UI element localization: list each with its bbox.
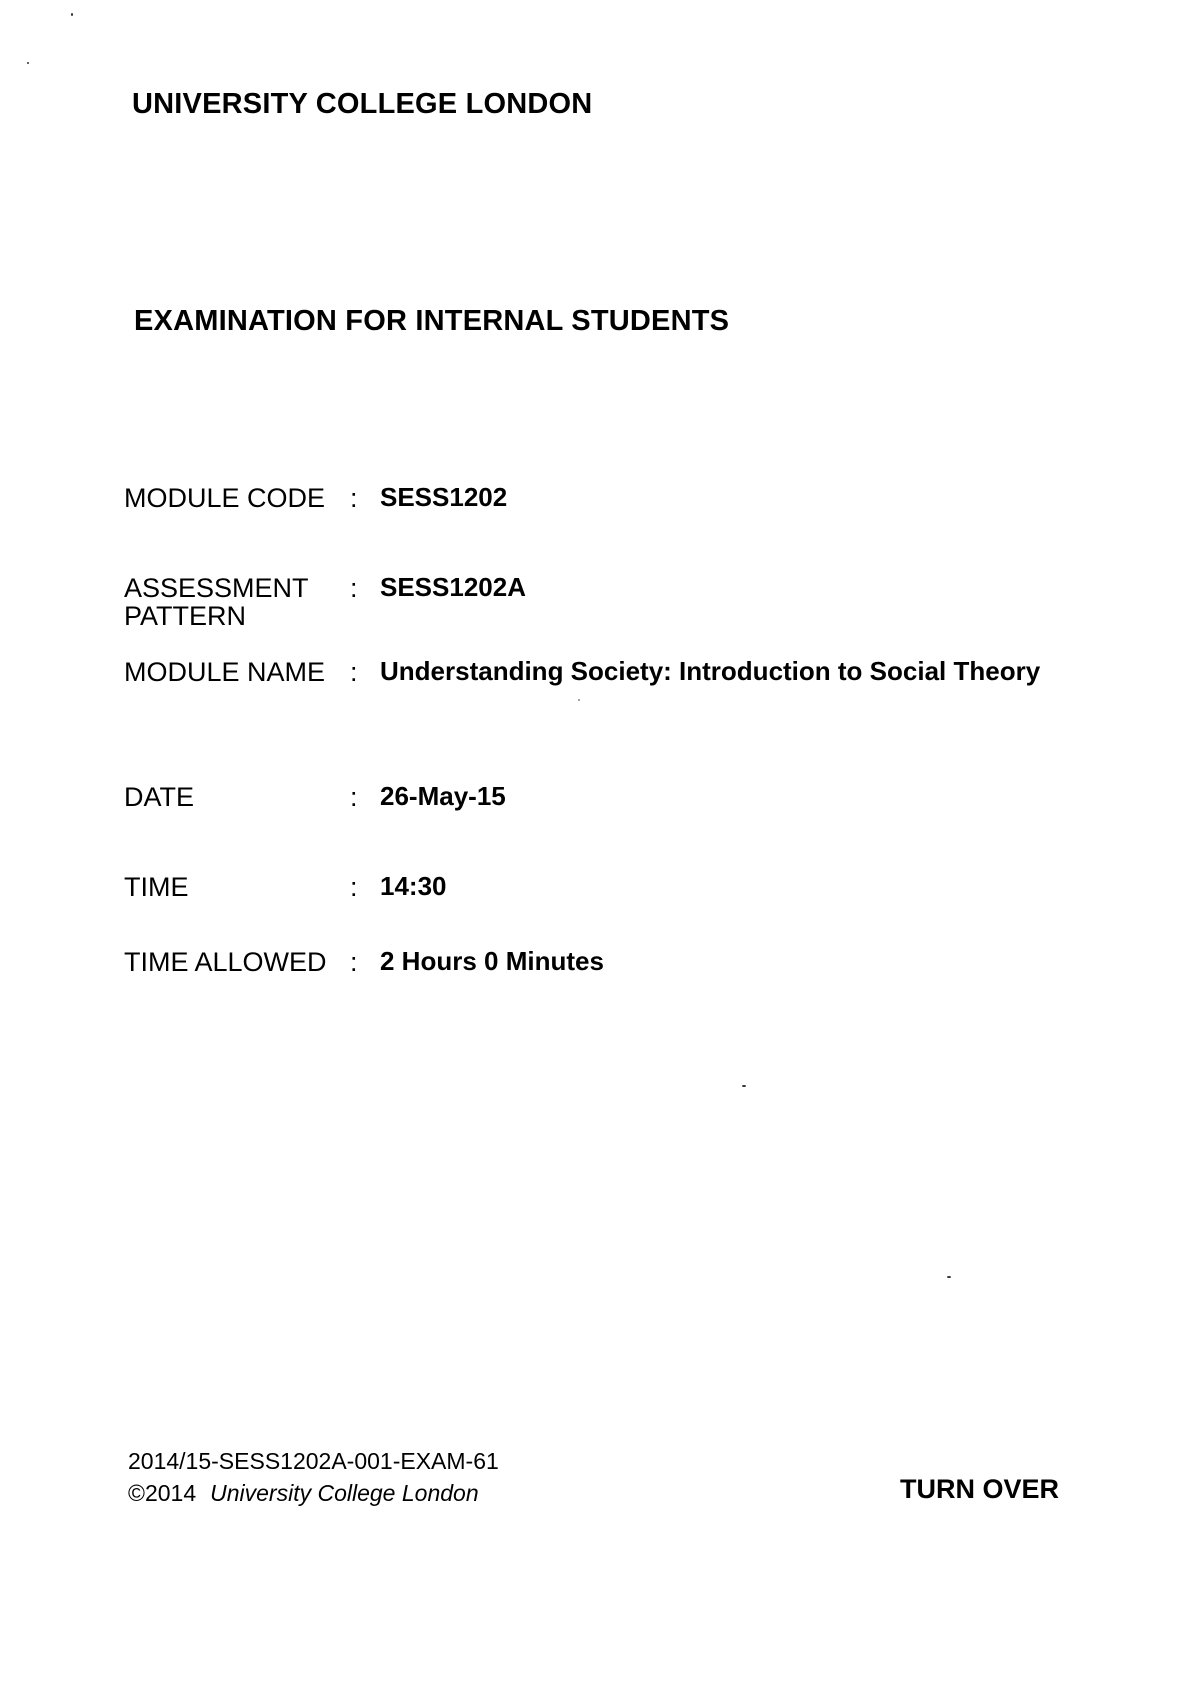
assessment-pattern-label: ASSESSMENT PATTERN xyxy=(124,573,309,631)
module-name-separator: : xyxy=(350,657,358,687)
turn-over-label: TURN OVER xyxy=(900,1474,1060,1504)
scan-speck xyxy=(742,1085,746,1087)
time-separator: : xyxy=(350,872,358,902)
copyright-year: ©2014 xyxy=(128,1480,197,1506)
time-allowed-value: 2 Hours 0 Minutes xyxy=(380,946,604,976)
module-name-value: Understanding Society: Introduction to Social Theory xyxy=(380,656,1041,686)
copyright-line xyxy=(128,1480,479,1507)
date-label: DATE xyxy=(124,782,195,812)
time-value: 14:30 xyxy=(380,871,447,901)
scan-speck xyxy=(27,62,29,64)
scan-speck xyxy=(71,13,73,16)
time-allowed-label: TIME ALLOWED xyxy=(124,947,327,977)
institution-heading: UNIVERSITY COLLEGE LONDON xyxy=(132,88,593,120)
module-name-label: MODULE NAME xyxy=(124,657,326,687)
paper-code: 2014/15-SESS1202A-001-EXAM-61 xyxy=(128,1448,499,1474)
exam-title: EXAMINATION FOR INTERNAL STUDENTS xyxy=(134,305,730,337)
copyright-holder: University College London xyxy=(210,1480,479,1506)
module-code-label: MODULE CODE xyxy=(124,483,326,513)
assessment-pattern-separator: : xyxy=(350,573,358,603)
scan-speck xyxy=(947,1276,951,1278)
date-value: 26-May-15 xyxy=(380,781,506,811)
module-code-separator: : xyxy=(350,483,358,513)
assessment-pattern-value: SESS1202A xyxy=(380,572,526,602)
date-separator: : xyxy=(350,782,358,812)
time-allowed-separator: : xyxy=(350,947,358,977)
module-code-value: SESS1202 xyxy=(380,482,508,512)
scan-speck xyxy=(578,699,580,701)
time-label: TIME xyxy=(124,872,189,902)
